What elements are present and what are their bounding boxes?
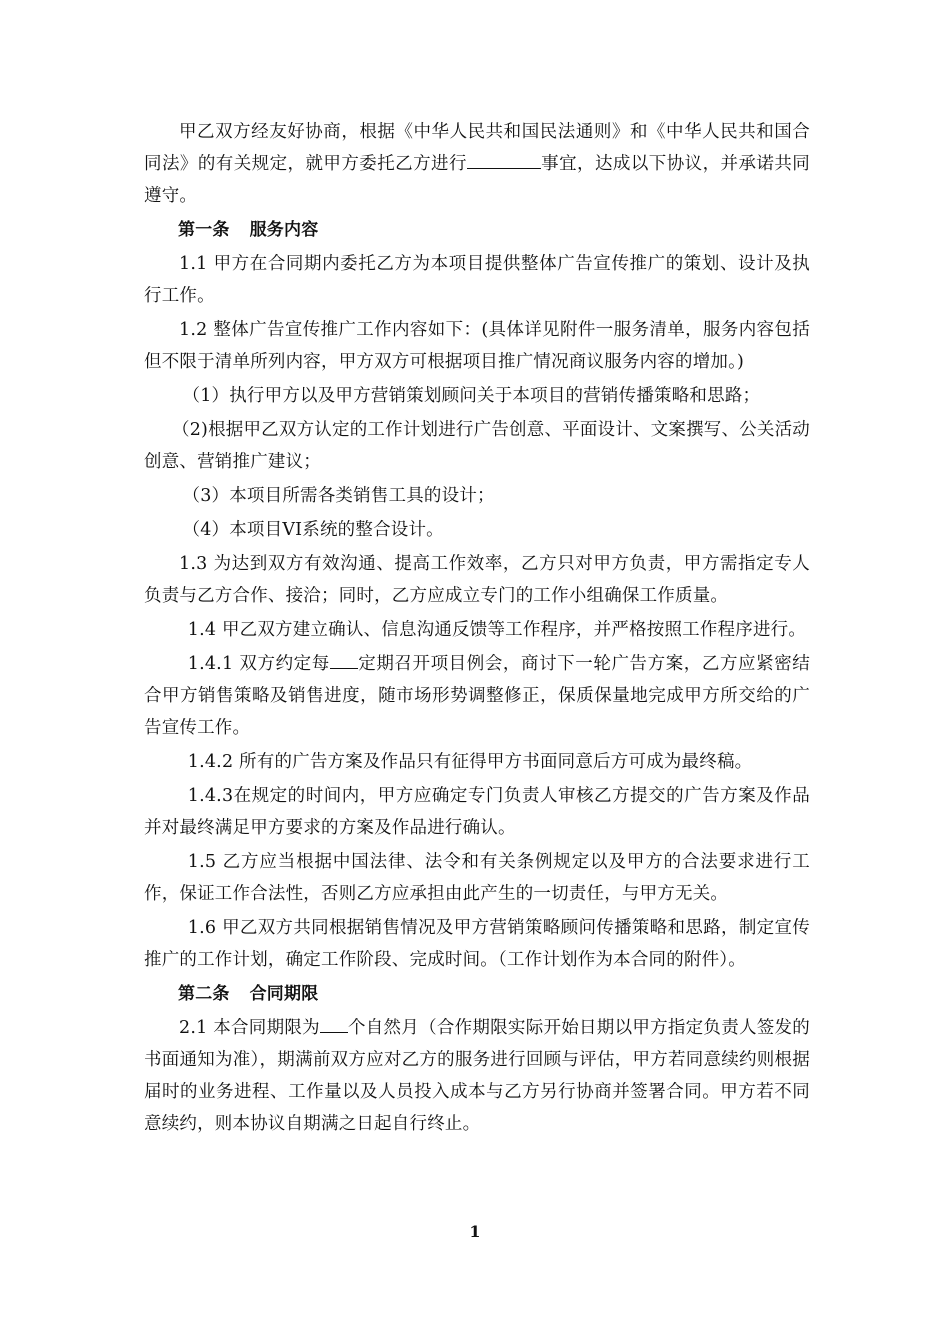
clause-1-2-item-1: （1）执行甲方以及甲方营销策划顾问关于本项目的营销传播策略和思路； [182,386,761,406]
article-2-title: 合同期限 [249,984,319,1004]
clause-2-1 [144,1012,810,1140]
clause-1-4-3: 1.4.3在规定的时间内，甲方应确定专门负责人审核乙方提交的广告方案及作品并对最终满足甲方要求的方案及作品进行确认。 [144,786,810,838]
service-item-blank [467,152,541,169]
article-2-heading [144,978,810,1010]
meeting-frequency-blank [330,652,358,669]
clause-1-4-1-text: 1.4.1 双方约定每 [187,654,330,674]
clause-1-5: 1.5 乙方应当根据中国法律、法令和有关条例规定以及甲方的合法要求进行工作，保证工作合法性，否则乙方应承担由此产生的一切责任，与甲方无关。 [144,852,810,904]
article-1-number: 第一条 [178,220,230,240]
clause-1-2-item-2: （2)根据甲乙双方认定的工作计划进行广告创意、平面设计、文案撰写、公关活动创意、营销推广建议； [144,420,810,472]
clause-1-2: 1.2 整体广告宣传推广工作内容如下：(具体详见附件一服务清单，服务内容包括但不限于清单所列内容，甲方双方可根据项目推广情况商议服务内容的增加。) [144,320,810,372]
clause-1-4-2: 1.4.2 所有的广告方案及作品只有征得甲方书面同意后方可成为最终稿。 [187,752,753,772]
clause-1-1: 1.1 甲方在合同期内委托乙方为本项目提供整体广告宣传推广的策划、设计及执行工作。 [144,254,810,306]
clause-1-6: 1.6 甲乙双方共同根据销售情况及甲方营销策略顾问传播策略和思路，制定宣传推广的工作计划，确定工作阶段、完成时间。（工作计划作为本合同的附件）。 [144,918,810,970]
clause-1-2-item-4: （4）本项目VI系统的整合设计。 [182,520,444,540]
page-number: 1 [469,1222,481,1241]
clause-1-4-1 [144,648,810,744]
clause-1-3: 1.3 为达到双方有效沟通、提高工作效率，乙方只对甲方负责，甲方需指定专人负责与乙方合作、接洽；同时，乙方应成立专门的工作小组确保工作质量。 [144,554,810,606]
clause-2-1-text: 2.1 本合同期限为 [179,1018,320,1038]
contract-months-blank [320,1016,348,1033]
clause-1-4: 1.4 甲乙双方建立确认、信息沟通反馈等工作程序，并严格按照工作程序进行。 [187,620,807,640]
intro-text-end: 事宜，达成以下协议，并承诺共同遵守。 [144,154,810,206]
clause-2-1-text-end: 个自然月（合作期限实际开始日期以甲方指定负责人签发的书面通知为准），期满前双方应对乙方的服务进行回顾与评估，甲方若同意续约则根据届时的业务进程、工作量以及人员投入成本与乙方另行协商并签署合同。甲方若不同意续约，则本协议自期满之日起自行终止。 [144,1018,810,1134]
article-2-number: 第二条 [178,984,230,1004]
clause-1-4-1-text-end: 定期召开项目例会，商讨下一轮广告方案，乙方应紧密结合甲方销售策略及销售进度，随市场形势调整修正，保质保量地完成甲方所交给的广告宣传工作。 [144,654,810,738]
clause-1-2-item-3: （3）本项目所需各类销售工具的设计； [182,486,495,506]
article-1-title: 服务内容 [249,220,319,240]
intro-text: 甲乙双方经友好协商，根据《中华人民共和国民法通则》和《中华人民共和国合同法》的有关规定，就甲方委托乙方进行 [144,122,810,174]
contract-body [144,116,810,1142]
article-1-heading [144,214,810,246]
intro-paragraph [144,116,810,212]
